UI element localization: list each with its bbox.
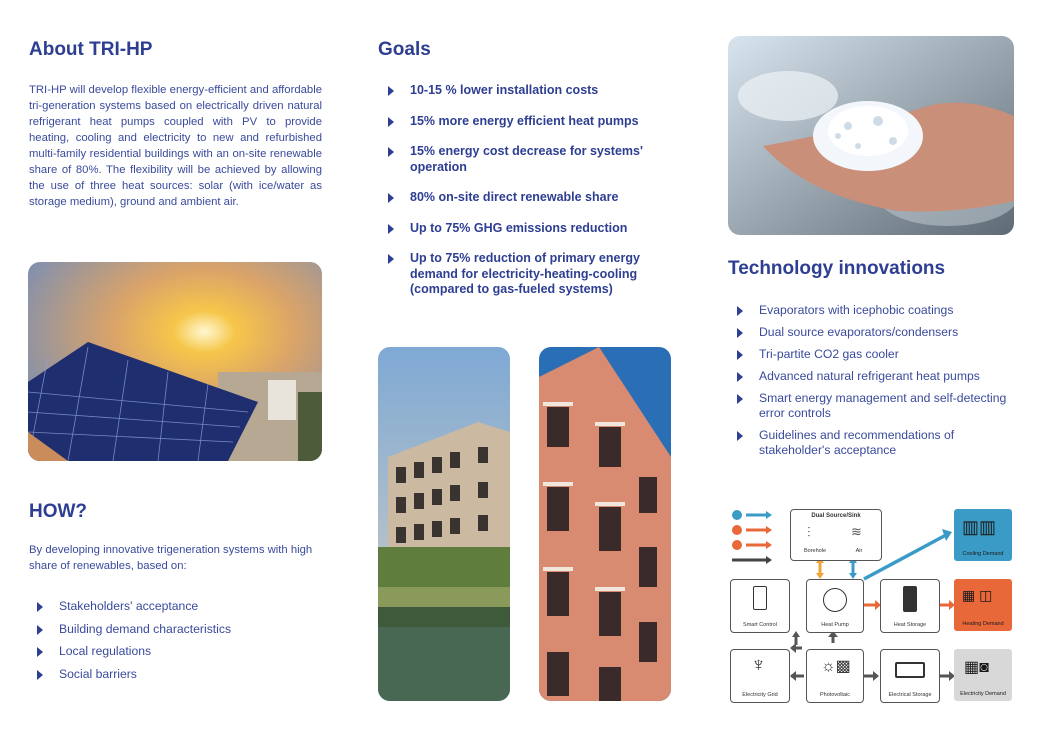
triangle-bullet-icon (737, 431, 743, 441)
list-item: Local regulations (29, 644, 322, 659)
list-item: Building demand characteristics (29, 622, 322, 637)
radiator-bathtub-icon: ▦ ◫ (962, 587, 993, 603)
triangle-bullet-icon (37, 670, 43, 680)
goals-title: Goals (378, 39, 431, 60)
triangle-bullet-icon (388, 117, 394, 127)
triangle-bullet-icon (737, 350, 743, 360)
how-list (29, 599, 322, 682)
triangle-bullet-icon (388, 193, 394, 203)
list-item: Stakeholders' acceptance (29, 599, 322, 614)
triangle-bullet-icon (37, 625, 43, 635)
system-diagram (728, 503, 1018, 703)
list-item: Evaporators with icephobic coatings (729, 303, 1021, 318)
list-item: Dual source evaporators/condensers (729, 325, 1021, 340)
list-item: Guidelines and recommendations of stakeholder's acceptance (729, 428, 1021, 458)
borehole-icon: ⫶ (807, 524, 811, 540)
list-item: Social barriers (29, 667, 322, 682)
triangle-bullet-icon (388, 86, 394, 96)
about-text: TRI-HP will develop flexible energy-efficient and affordable tri-generation systems based on electrically driven natural refrigerant heat pumps coupled with PV to provide heating, cooling and electricity to new and refurbished multi-family residential buildings with an on-site renewable share of 80%. The flexibility will be achieved by allowing the use of three heat sources: solar (with ice/water as storage medium), ground and ambient air. (29, 84, 322, 208)
dual-source-box: Dual Source/Sink ⫶ ≋ Borehole Air (790, 509, 882, 561)
triangle-bullet-icon (37, 602, 43, 612)
input-arrows-icon (732, 510, 772, 564)
electricity-grid-box: ♆ Electricity Grid (730, 649, 790, 703)
triangle-bullet-icon (388, 224, 394, 234)
list-item: Up to 75% GHG emissions reduction (380, 221, 670, 237)
triangle-bullet-icon (388, 254, 394, 264)
tech-list (729, 303, 1021, 458)
triangle-bullet-icon (37, 647, 43, 657)
electrical-storage-box: Electrical Storage (880, 649, 940, 703)
solar-panel-photo (28, 262, 322, 461)
electricity-demand-box: ▦◙ Electricity Demand (954, 649, 1012, 701)
heating-demand-box: ▦ ◫ Heating Demand (954, 579, 1012, 631)
goals-list (380, 83, 670, 298)
cooling-demand-box: ▥▥ Cooling Demand (954, 509, 1012, 561)
triangle-bullet-icon (388, 147, 394, 157)
appliances-icon: ▦◙ (964, 659, 989, 676)
historic-building-photo (539, 347, 671, 701)
triangle-bullet-icon (737, 394, 743, 404)
solar-panel-icon: ☼▩ (821, 658, 851, 675)
air-icon: ≋ (851, 524, 862, 539)
smartphone-icon (753, 586, 767, 610)
modern-building-photo (378, 347, 510, 701)
heat-pump-box: Heat Pump (806, 579, 864, 633)
list-item: Advanced natural refrigerant heat pumps (729, 369, 1021, 384)
list-item: Smart energy management and self-detecting error controls (729, 391, 1021, 421)
how-title: HOW? (29, 501, 88, 522)
triangle-bullet-icon (737, 306, 743, 316)
list-item: 80% on-site direct renewable share (380, 190, 670, 206)
power-tower-icon: ♆ (751, 654, 766, 676)
how-text: By developing innovative trigeneration systems with high share of renewables, based on: (29, 544, 313, 572)
photovoltaic-box: ☼▩ Photovoltaic (806, 649, 864, 703)
triangle-bullet-icon (737, 328, 743, 338)
list-item: 15% energy cost decrease for systems' operation (380, 144, 670, 175)
buildings-icon: ▥▥ (962, 517, 997, 537)
list-item: Up to 75% reduction of primary energy demand for electricity-heating-cooling (compared to gas-fueled systems) (380, 251, 670, 298)
triangle-bullet-icon (737, 372, 743, 382)
list-item: Tri-partite CO2 gas cooler (729, 347, 1021, 362)
storage-tank-icon (903, 586, 917, 612)
ice-in-hand-photo (728, 36, 1014, 235)
battery-icon (895, 662, 925, 678)
tech-title: Technology innovations (728, 258, 946, 279)
heat-pump-icon (823, 588, 847, 612)
about-title: About TRI-HP (29, 39, 153, 60)
list-item: 10-15 % lower installation costs (380, 83, 670, 99)
smart-control-box: Smart Control (730, 579, 790, 633)
list-item: 15% more energy efficient heat pumps (380, 114, 670, 130)
heat-storage-box: Heat Storage (880, 579, 940, 633)
